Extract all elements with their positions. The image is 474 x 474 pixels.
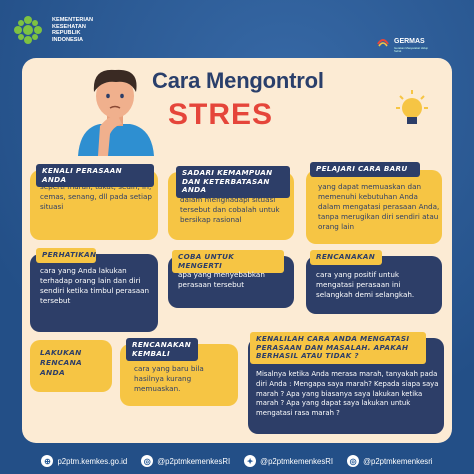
page-title-accent: STRES [168, 98, 274, 131]
footer-instagram-2-text: @p2ptmkemenkesri [363, 456, 433, 466]
card-pelajari-label: PELAJARI CARA BARU [310, 162, 420, 177]
card-sadari-text: dalam menghadapi situasi tersebut dan cobalah untuk bersikap rasional [180, 195, 280, 224]
thinking-person-illustration [70, 58, 160, 156]
germas-brand [376, 28, 434, 53]
footer-instagram-1-text: @p2ptmkemenkesRI [157, 456, 231, 466]
card-rencanakan-label: RENCANAKAN [310, 250, 382, 265]
kemenkes-name: KEMENTERIAN KESEHATAN REPUBLIK INDONESIA [52, 17, 94, 43]
card-lakukan-label: LAKUKAN RENCANA ANDA [40, 348, 83, 377]
instagram-icon: ◎ [141, 455, 153, 467]
header [0, 0, 474, 62]
card-kenalilah-text: Misalnya ketika Anda merasa marah, tanyakah pada diri Anda : Mengapa saya marah? Kepada siapa saya marah ? Apa yang biasanya saya lakukan ketika marah ? Apa yang dapat saya lakukan untuk mengatasi rasa marah ? [256, 370, 439, 418]
kemenkes-brand [10, 12, 93, 48]
card-sadari-label: SADARI KEMAMPUAN DAN KETERBATASAN ANDA [176, 166, 290, 198]
card-rencanakan-text: cara yang positif untuk mengatasi perasaan ini selangkah demi selangkah. [316, 270, 415, 299]
instagram-icon: ◎ [347, 455, 359, 467]
card-perhatikan-text: cara yang Anda lakukan terhadap orang lain dan diri sendiri ketika timbul perasaan tersebut [40, 266, 150, 305]
footer-website[interactable] [41, 455, 127, 467]
card-coba-label: COBA UNTUK MENGERTI [172, 250, 284, 273]
footer [0, 448, 474, 474]
page-title: Cara Mengontrol [152, 68, 324, 93]
card-coba-text: apa yang menyebabkan perasaan tersebut [178, 270, 265, 289]
twitter-icon: ✦ [244, 455, 256, 467]
footer-instagram-1[interactable] [141, 455, 230, 467]
germas-subtitle: Gerakan Masyarakat Hidup Sehat [394, 46, 429, 53]
card-kenali-label: KENALI PERASAAN ANDA [36, 164, 154, 187]
footer-twitter[interactable] [244, 455, 333, 467]
card-kenali-text: seperti marah, takut, sedih, iri, cemas, senang, dll pada setiap situasi [40, 182, 152, 211]
card-rencanakan-kembali-label: RENCANAKAN KEMBALI [126, 338, 198, 361]
germas-logo-icon [376, 34, 390, 48]
card-perhatikan-label: PERHATIKAN [36, 248, 96, 263]
card-kenalilah-label: KENALILAH CARA ANDA MENGATASI PERASAAN DAN MASALAH. APAKAH BERHASIL ATAU TIDAK ? [250, 332, 426, 364]
globe-icon: ⊕ [41, 455, 53, 467]
lightbulb-icon [392, 88, 432, 136]
kemenkes-logo-icon [10, 12, 46, 48]
footer-instagram-2[interactable] [347, 455, 432, 467]
card-pelajari-text: yang dapat memuaskan dan memenuhi kebutuhan Anda dalam mengatasi perasaan Anda, tanpa merugikan diri sendiri atau orang lain [318, 182, 440, 231]
footer-twitter-text: @p2ptmkemenkesRI [260, 456, 334, 466]
footer-website-text: p2ptm.kemkes.go.id [57, 456, 128, 466]
card-rencanakan-kembali-text: cara yang baru bila hasilnya kurang memuaskan. [134, 364, 204, 393]
germas-title: GERMAS [394, 38, 425, 45]
